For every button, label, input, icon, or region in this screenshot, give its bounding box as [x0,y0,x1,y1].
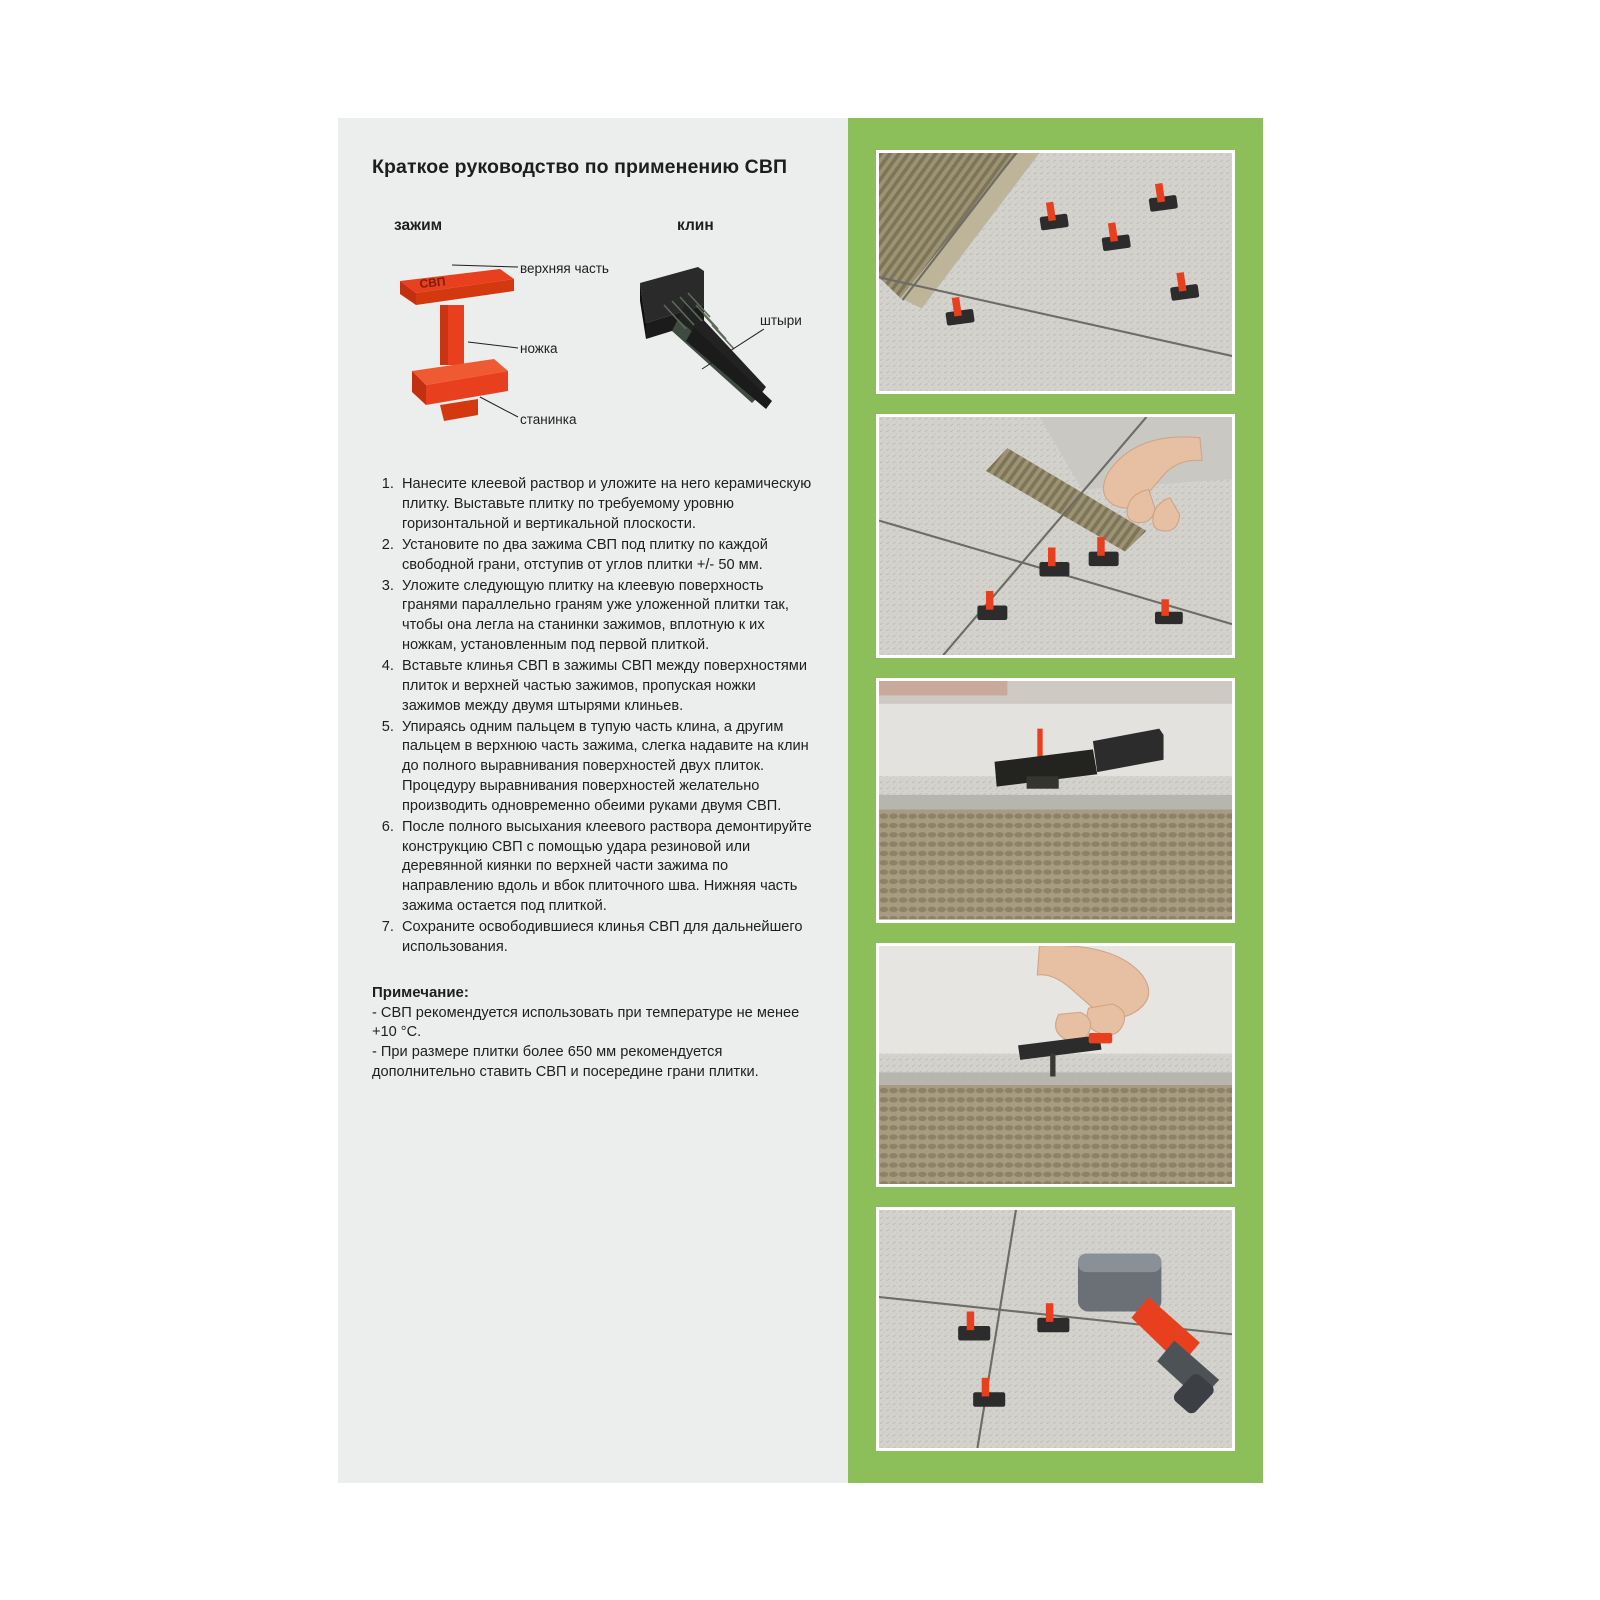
clip-logo-text: СВП [418,274,447,292]
photo-step-4 [876,943,1235,1187]
callout-top-part: верхняя часть [520,261,609,277]
callout-base: станинка [520,412,577,428]
note-title: Примечание: [372,983,469,1001]
note-block [372,984,814,1083]
wedge-illustration [634,261,784,421]
note-line: - СВП рекомендуется использовать при температуре не менее +10 °С. [372,1004,800,1041]
clip-illustration [382,247,532,447]
photo-step-3 [876,678,1235,922]
list-item: 3. Уложите следующую плитку на клеевую поверхность гранями параллельно граням уже уложенной плитки так, чтобы она легла на станинки зажимов, вплотную к их ножкам, установленным под первой плиткой. [398,577,814,656]
instructions-column [338,118,848,1483]
diagram-label-clip: зажим [394,217,443,235]
parts-diagram [372,217,814,457]
list-item: 2. Установите по два зажима СВП под плитку по каждой свободной грани, отступив от углов плитки +/- 50 мм. [398,536,814,576]
leaflet-page [338,118,1263,1483]
list-item: 6. После полного высыхания клеевого раствора демонтируйте конструкцию СВП с помощью удара резиновой или деревянной киянки по верхней части зажима по направлению вдоль и вбок плиточного шва. Нижняя часть зажима остается под плиткой. [398,818,814,917]
callout-leg: ножка [520,341,558,357]
photo-step-1 [876,150,1235,394]
list-item: 1. Нанесите клеевой раствор и уложите на него керамическую плитку. Выставьте плитку по требуемому уровню горизонтальной и вертикальной плоскости. [398,475,814,535]
list-item: 5. Упираясь одним пальцем в тупую часть клина, а другим пальцем в верхнюю часть зажима, слегка надавите на клин до полного выравнивания поверхностей двух плиток. Процедуру выравнивания поверхностей желательно производить одновременно обеими руками двумя СВП. [398,718,814,817]
list-item: 4. Вставьте клинья СВП в зажимы СВП между поверхностями плиток и верхней частью зажимов, пропуская ножки зажимов между двумя штырями клиньев. [398,657,814,717]
photo-step-2 [876,414,1235,658]
photo-step-5 [876,1207,1235,1451]
callout-pins: штыри [760,313,802,329]
page-title: Краткое руководство по применению СВП [372,156,788,178]
note-line: - При размере плитки более 650 мм рекомендуется дополнительно ставить СВП и посередине грани плитки. [372,1044,759,1081]
photo-column [848,118,1263,1483]
list-item: 7. Сохраните освободившиеся клинья СВП для дальнейшего использования. [398,918,814,958]
diagram-label-wedge: клин [677,217,714,235]
steps-list [372,475,814,957]
